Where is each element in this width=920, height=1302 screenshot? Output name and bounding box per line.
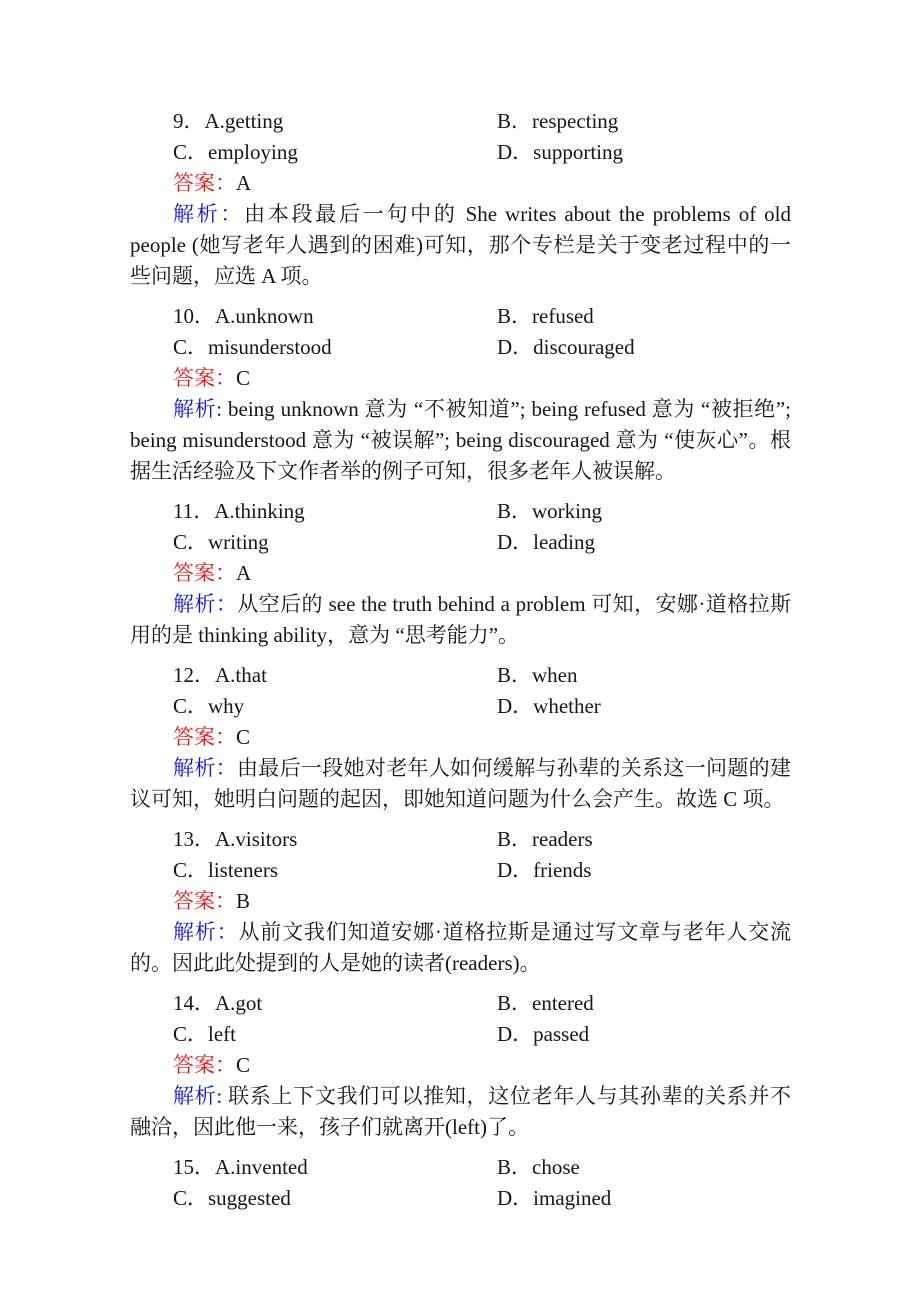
option-d: D．leading	[497, 530, 595, 554]
explanation-text: 从前文我们知道安娜·道格拉斯是通过写文章与老年人交流的。因此此处提到的人是她的读者(readers)。	[130, 920, 791, 975]
answer-label: 答案：	[173, 171, 236, 195]
explanation	[130, 589, 791, 651]
option-row-cd	[130, 137, 791, 168]
option-a: A.unknown	[215, 304, 314, 328]
option-b: B．respecting	[497, 109, 619, 133]
option-row-cd	[130, 855, 791, 886]
explanation-label: 解析：	[173, 592, 238, 616]
option-a: A.thinking	[214, 499, 305, 523]
option-row-ab	[130, 301, 791, 332]
option-d: D．whether	[497, 694, 601, 718]
answer-label: 答案：	[173, 725, 236, 749]
answer-value: A	[236, 561, 252, 585]
option-row-ab	[130, 1152, 791, 1183]
option-d: D．supporting	[497, 140, 623, 164]
option-d: D．passed	[497, 1022, 590, 1046]
option-d: D．imagined	[497, 1186, 612, 1210]
answer-row	[130, 886, 791, 917]
question-block	[130, 1152, 791, 1214]
question-number: 13．	[173, 827, 215, 851]
option-b: B．working	[497, 499, 602, 523]
option-row-ab	[130, 988, 791, 1019]
answer-value: A	[236, 171, 252, 195]
explanation	[130, 917, 791, 979]
option-c: C．left	[173, 1022, 236, 1046]
option-c: C．suggested	[173, 1186, 291, 1210]
option-c: C．employing	[173, 140, 298, 164]
question-number: 12．	[173, 663, 215, 687]
answer-label: 答案：	[173, 366, 236, 390]
question-block	[130, 660, 791, 815]
explanation-text: 由本段最后一句中的 She writes about the problems of old people (她写老年人遇到的困难)可知，那个专栏是关于变老过程中的一些问题，应选 A 项。	[130, 202, 791, 288]
question-block	[130, 106, 791, 292]
option-b: B．entered	[497, 991, 594, 1015]
explanation	[130, 753, 791, 815]
answer-label: 答案：	[173, 889, 236, 913]
answer-value: C	[236, 1053, 251, 1077]
option-a: A.that	[215, 663, 267, 687]
question-block	[130, 496, 791, 651]
option-a: A.getting	[204, 109, 284, 133]
explanation	[130, 199, 791, 292]
answer-label: 答案：	[173, 561, 236, 585]
option-c: C．writing	[173, 530, 269, 554]
option-row-ab	[130, 106, 791, 137]
explanation-text: 联系上下文我们可以推知，这位老年人与其孙辈的关系并不融洽，因此他一来，孩子们就离开(left)了。	[130, 1084, 792, 1139]
answer-value: C	[236, 725, 251, 749]
option-b: B．readers	[497, 827, 593, 851]
explanation-label: 解析:	[173, 397, 229, 421]
option-d: D．discouraged	[497, 335, 635, 359]
option-b: B．when	[497, 663, 578, 687]
option-c: C．listeners	[173, 858, 278, 882]
answer-value: B	[236, 889, 251, 913]
explanation-label: 解析:	[173, 1084, 229, 1108]
option-row-cd	[130, 332, 791, 363]
explanation-text: 从空后的 see the truth behind a problem 可知，安娜·道格拉斯用的是 thinking ability，意为 “思考能力”。	[130, 592, 791, 647]
option-row-cd	[130, 527, 791, 558]
explanation-text: 由最后一段她对老年人如何缓解与孙辈的关系这一问题的建议可知，她明白问题的起因，即她知道问题为什么会产生。故选 C 项。	[130, 756, 792, 811]
option-b: B．chose	[497, 1155, 580, 1179]
option-row-cd	[130, 1183, 791, 1214]
explanation	[130, 1081, 791, 1143]
question-block	[130, 988, 791, 1143]
question-number: 10．	[173, 304, 215, 328]
option-a: A.got	[215, 991, 263, 1015]
answer-row	[130, 558, 791, 589]
option-a: A.invented	[215, 1155, 308, 1179]
option-row-ab	[130, 660, 791, 691]
explanation-label: 解析：	[173, 202, 245, 226]
option-row-ab	[130, 496, 791, 527]
question-number: 9．	[173, 109, 205, 133]
explanation-label: 解析：	[173, 756, 237, 780]
explanation-text: being unknown 意为 “不被知道”; being refused 意为 “被拒绝”; being misunderstood 意为 “被误解”; being discouraged 意为 “使灰心”。根据生活经验及下文作者举的例子可知，很多老年人被误解。	[130, 397, 791, 483]
option-d: D．friends	[497, 858, 592, 882]
answer-row	[130, 1050, 791, 1081]
answer-row	[130, 722, 791, 753]
question-block	[130, 301, 791, 487]
option-c: C．misunderstood	[173, 335, 332, 359]
option-row-ab	[130, 824, 791, 855]
explanation-label: 解析：	[173, 920, 239, 944]
answer-label: 答案：	[173, 1053, 236, 1077]
explanation	[130, 394, 791, 487]
answer-row	[130, 168, 791, 199]
option-a: A.visitors	[215, 827, 298, 851]
option-b: B．refused	[497, 304, 594, 328]
answer-value: C	[236, 366, 251, 390]
question-list	[130, 106, 791, 1223]
question-number: 15．	[173, 1155, 215, 1179]
question-block	[130, 824, 791, 979]
option-row-cd	[130, 691, 791, 722]
option-c: C．why	[173, 694, 245, 718]
question-number: 11．	[173, 499, 215, 523]
answer-row	[130, 363, 791, 394]
option-row-cd	[130, 1019, 791, 1050]
question-number: 14．	[173, 991, 215, 1015]
